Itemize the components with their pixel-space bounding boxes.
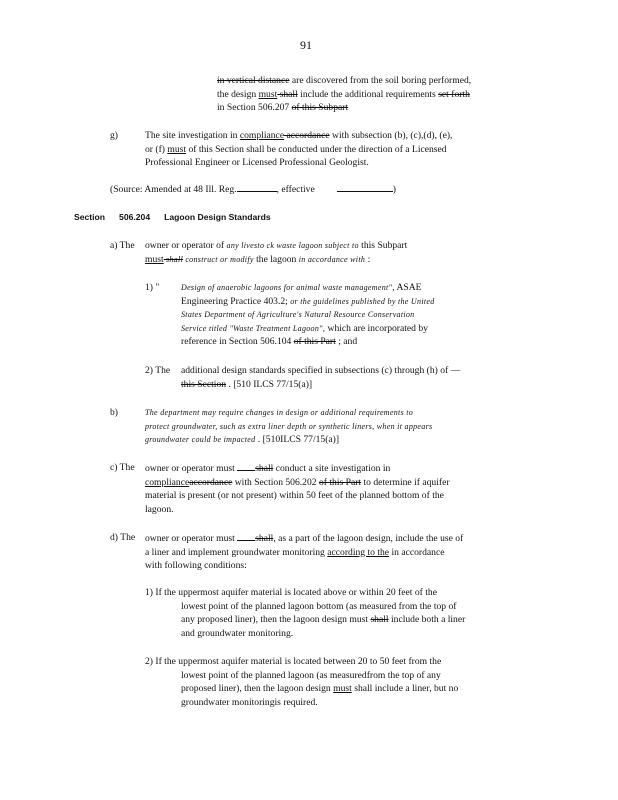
g-line-1 [145, 129, 452, 143]
struck-text: shall [277, 88, 298, 100]
b-line-2: protect groundwater, such as extra liner depth or synthetic liners, when it appears [145, 421, 433, 431]
d-line-2 [145, 546, 463, 560]
text: , effective [276, 184, 315, 195]
section-word: Section [74, 212, 106, 222]
italic-text: construct or modify [183, 254, 254, 264]
d-line-1 [145, 531, 463, 546]
text: in Section 506.207 [217, 102, 292, 114]
item-label-a1: 1) " [145, 282, 160, 293]
c-line-2 [145, 476, 450, 490]
a1-line-2 [181, 295, 435, 309]
a2-line-1: additional design standards specified in subsections (c) through (h) of — [181, 365, 461, 376]
struck-text: of this Part [318, 476, 362, 488]
paragraph-g [145, 129, 452, 170]
text: proposed liner), then the lagoon design [181, 683, 334, 695]
intro-line-1 [217, 74, 471, 88]
text: (Source: Amended at 48 Ill. Reg. [110, 184, 237, 195]
a2-line-2 [181, 378, 460, 392]
paragraph-d [145, 531, 463, 573]
inserted-text: compliance [145, 476, 190, 488]
struck-text: shall [255, 533, 274, 544]
text: are discovered from the soil boring performed, [289, 75, 472, 86]
d2-line-2: lowest point of the planned lagoon (as measuredfrom the top of any [181, 669, 441, 681]
italic-text: groundwater could be impacted [145, 435, 256, 445]
text: any proposed liner), then the lagoon design must [181, 614, 371, 626]
italic-text: Service titled "Waste Treatment Lagoon", [181, 323, 326, 333]
text: , as a part of the lagoon design, include the use of [273, 533, 464, 544]
struck-text: shall [370, 614, 389, 626]
text: with Section 506.202 [232, 476, 319, 488]
text: conduct a site investigation in [273, 463, 391, 474]
text: the design [217, 88, 259, 100]
item-label-b: b) [110, 407, 118, 418]
inserted-text: compliance [239, 130, 285, 141]
d2-line-3 [145, 682, 458, 696]
text: include the additional requirements [297, 88, 439, 100]
text: . [510ILCS 77/15(a)] [255, 434, 340, 446]
inserted-text: must [333, 683, 352, 695]
d2-line-4: groundwater monitoringis required. [181, 696, 318, 708]
italic-text: in accordance with [298, 254, 366, 264]
text: , ASAE [392, 282, 422, 293]
text: with subsection (b), (c),(d), (e), [329, 130, 453, 141]
text: owner or operator must [145, 463, 238, 474]
struck-text: accordance [189, 476, 233, 488]
inserted-text: must [167, 143, 187, 155]
text: this Subpart [358, 240, 408, 251]
paragraph-b [145, 406, 432, 447]
b-line-1: The department may require changes in design or additional requirements to [145, 408, 414, 417]
text: the lagoon [253, 253, 299, 265]
section-title: Lagoon Design Standards [164, 212, 271, 222]
page-number: 91 [300, 38, 312, 52]
b-line-3 [145, 433, 432, 447]
text: which are incorporated by [325, 322, 428, 334]
intro-paragraph [217, 74, 471, 115]
italic-text: Design of anaerobic lagoons for animal waste management" [181, 283, 393, 292]
a-line-2 [145, 253, 407, 267]
intro-line-2 [217, 88, 471, 102]
g-line-2 [145, 143, 452, 157]
inserted-text: according to the [327, 546, 390, 558]
text: : [365, 253, 371, 265]
text: owner or operator must [145, 533, 238, 544]
g-line-3: Professional Engineer or Licensed Professional Geologist. [145, 157, 369, 169]
d1-line-2: lowest point of the planned lagoon bottom (as measured from the top of [181, 600, 457, 612]
inserted-text: must [145, 253, 164, 265]
text: owner or operator of [145, 240, 227, 251]
blank-line [237, 461, 255, 471]
italic-text: any livesto ck waste lagoon subject to [226, 241, 359, 250]
a-line-1 [145, 239, 407, 253]
item-label-g: g) [110, 130, 118, 141]
d1-line-1: 1) If the uppermost aquifer material is located above or within 20 feet of the [145, 587, 437, 598]
item-label-a: a) The [110, 240, 135, 251]
text: The site investigation in [145, 130, 240, 141]
struck-text: of this Subpart [291, 102, 349, 114]
struck-text: shall [255, 463, 274, 474]
struck-text: this Section [181, 378, 227, 390]
paragraph-a [145, 239, 407, 266]
item-label-c: c) The [110, 462, 135, 473]
struck-text: in vertical distance [217, 75, 290, 86]
a1-line-5 [181, 335, 435, 349]
paragraph-a1 [181, 281, 435, 349]
paragraph-a2 [181, 364, 460, 391]
d2-line-1: 2) If the uppermost aquifer material is located between 20 to 50 feet from the [145, 656, 442, 667]
item-label-d: d) The [110, 532, 136, 543]
source-note [110, 182, 396, 197]
struck-text: shall [163, 254, 184, 264]
item-label-a2: 2) The [145, 365, 171, 376]
c-line-1 [145, 461, 450, 476]
paragraph-c [145, 461, 450, 516]
section-heading [74, 212, 285, 222]
text: ) [392, 184, 396, 195]
text: Engineering Practice 403.2; [181, 295, 291, 307]
blank-line [337, 182, 393, 192]
a1-line-1 [181, 281, 435, 295]
c-line-3: material is present (or not present) within 50 feet of the planned bottom of the [145, 490, 444, 502]
text: to determine if aquifer [361, 476, 450, 488]
text: a liner and implement groundwater monitoring [145, 546, 328, 558]
d1-line-3 [145, 613, 465, 627]
struck-text: accordance [284, 130, 330, 141]
struck-text: of this Part [293, 336, 336, 348]
section-number: 506.204 [119, 212, 151, 222]
paragraph-d2 [145, 655, 458, 709]
paragraph-d1 [145, 586, 465, 640]
text: of this Section shall be conducted under the direction of a Licensed [186, 143, 447, 155]
blank-line [237, 531, 255, 541]
inserted-text: must [258, 88, 278, 100]
text: in accordance [389, 546, 445, 558]
text: or (f) [145, 143, 168, 155]
blank-line [237, 182, 277, 192]
d1-line-4: and groundwater monitoring. [181, 627, 294, 639]
text: include both a liner [388, 614, 466, 626]
text: . [510 ILCS 77/15(a)] [226, 378, 313, 390]
text: ; and [335, 336, 358, 348]
struck-text: set forth [438, 88, 470, 100]
a1-line-4 [181, 322, 435, 336]
intro-line-3 [217, 101, 471, 115]
italic-text: or the guidelines published by the United [290, 296, 435, 306]
text: shall include a liner, but no [351, 683, 459, 695]
d-line-3: with following conditions: [145, 560, 247, 572]
a1-line-3: States Department of Agriculture's Natural Resource Conservation [181, 310, 415, 320]
text: reference in Section 506.104 [181, 336, 294, 348]
c-line-4: lagoon. [145, 503, 174, 515]
